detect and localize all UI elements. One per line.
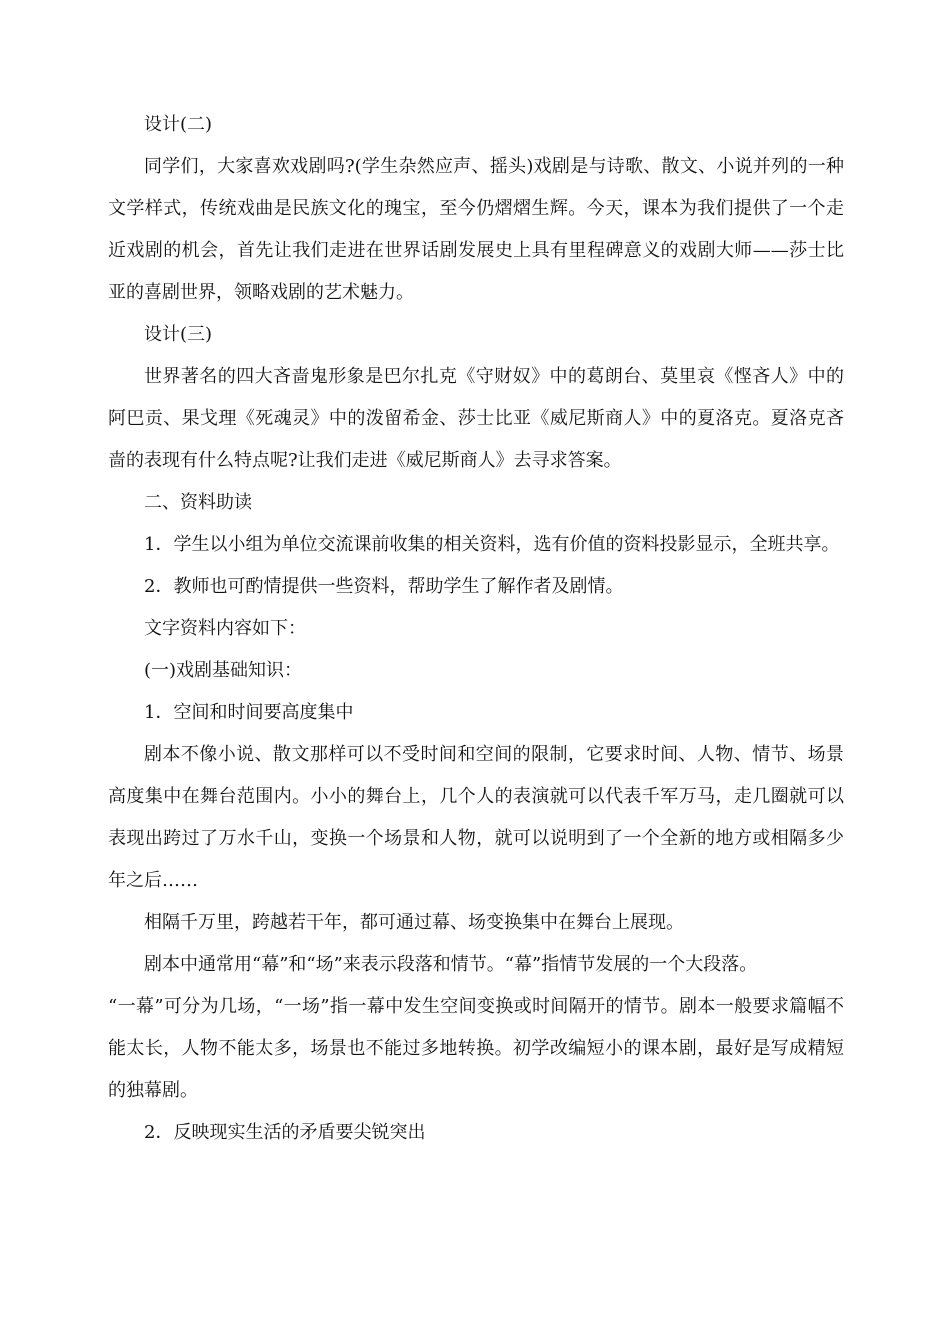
paragraph-four-misers: 世界著名的四大吝啬鬼形象是巴尔扎克《守财奴》中的葛朗台、莫里哀《悭吝人》中的阿巴贡、果戈理《死魂灵》中的泼留希金、莎士比亚《威尼斯商人》中的夏洛克。夏洛克吝啬的表现有什么特点呢?让我们走进《威尼斯商人》去寻求答案。 [108,366,844,471]
paragraph-script-concentration: 剧本不像小说、散文那样可以不受时间和空间的限制，它要求时间、人物、情节、场景高度集中在舞台范围内。小小的舞台上，几个人的表演就可以代表千军万马，走几圈就可以表现出跨过了万水千山，变换一个场景和人物，就可以说明到了一个全新的地方或相隔多少年之后…… [108,744,844,891]
section-heading-materials: 二、资料助读 [144,492,252,513]
paragraph-one-act: “一幕”可分为几场，“一场”指一幕中发生空间变换或时间隔开的情节。剧本一般要求篇幅不能太长，人物不能太多，场景也不能过多地转换。初学改编短小的课本剧，最好是写成精短的独幕剧。 [108,996,844,1101]
paragraph-acts-scenes: 剧本中通常用“幕”和“场”来表示段落和情节。“幕”指情节发展的一个大段落。 [144,954,758,975]
heading-design-2: 设计(二) [144,114,213,135]
list-item-2: 2．教师也可酌情提供一些资料，帮助学生了解作者及剧情。 [144,576,624,597]
paragraph-intro-drama: 同学们，大家喜欢戏剧吗?(学生杂然应声、摇头)戏剧是与诗歌、散文、小说并列的一种文学样式，传统戏曲是民族文化的瑰宝，至今仍熠熠生辉。今天，课本为我们提供了一个走近戏剧的机会，首先让我们走进在世界话剧发展史上具有里程碑意义的戏剧大师——莎士比亚的喜剧世界，领略戏剧的艺术魅力。 [108,156,844,303]
document-body [108,104,844,1154]
subheading-drama-basics: (一)戏剧基础知识： [144,660,303,681]
heading-design-3: 设计(三) [144,324,213,345]
paragraph-distance-years: 相隔千万里，跨越若干年，都可通过幕、场变换集中在舞台上展现。 [144,912,684,933]
subheading-space-time: 1．空间和时间要高度集中 [144,702,354,723]
paragraph-materials-intro: 文字资料内容如下： [144,618,306,639]
list-item-1: 1．学生以小组为单位交流课前收集的相关资料，选有价值的资料投影显示，全班共享。 [144,534,840,555]
subheading-conflict: 2．反映现实生活的矛盾要尖锐突出 [144,1122,426,1143]
